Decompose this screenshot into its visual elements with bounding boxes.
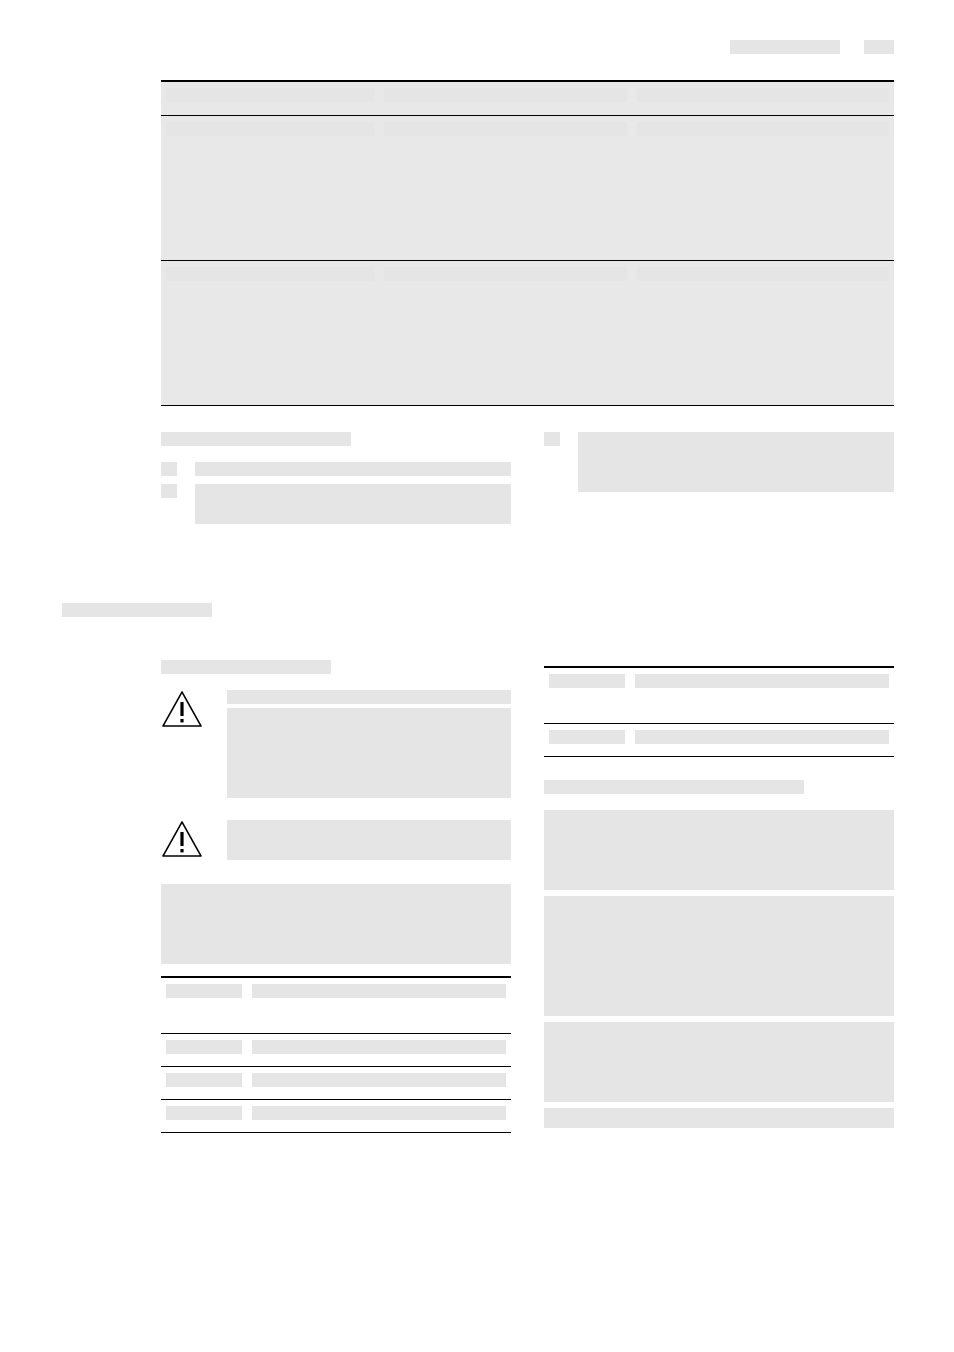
list-item (544, 432, 894, 492)
step-number (161, 462, 177, 476)
section-heading (544, 780, 804, 794)
table-cell (379, 115, 632, 260)
table-cell (161, 1033, 247, 1066)
table-cell (161, 115, 379, 260)
table-cell (247, 1033, 511, 1066)
step-number (544, 432, 560, 446)
table-cell (630, 723, 894, 756)
table-cell (247, 1099, 511, 1132)
table-header-cell (247, 977, 511, 1033)
page-header (614, 40, 894, 58)
table-cell (161, 1099, 247, 1132)
paragraph (544, 810, 894, 890)
table-cell (632, 260, 894, 405)
table-row (161, 115, 894, 260)
section-code (730, 40, 840, 54)
table-cell (247, 1066, 511, 1099)
table-header-cell (161, 81, 379, 115)
paragraph (544, 1108, 894, 1128)
step-text (578, 432, 894, 492)
door-section (161, 432, 511, 532)
table-cell (161, 1066, 247, 1099)
paragraph (544, 896, 894, 1016)
table-header-cell (630, 667, 894, 723)
warning-title (227, 690, 511, 704)
table-row (544, 723, 894, 756)
table-row (161, 1066, 511, 1099)
table-cell (632, 115, 894, 260)
page-number (864, 40, 894, 54)
warning-block (161, 690, 511, 798)
chapter-title (62, 603, 212, 617)
table-header-cell (544, 667, 630, 723)
warning-icon (161, 820, 203, 858)
table-row (161, 260, 894, 405)
intro-paragraph (161, 884, 511, 964)
table-header-cell (161, 977, 247, 1033)
list-item (161, 484, 511, 524)
warning-block (161, 820, 511, 860)
paragraph (544, 1022, 894, 1102)
section-heading (161, 660, 331, 674)
table-cell (544, 723, 630, 756)
table-header-cell (632, 81, 894, 115)
step-text (195, 484, 511, 524)
table-header-cell (379, 81, 632, 115)
location-section (161, 660, 511, 1133)
warning-icon (161, 690, 203, 728)
climate-table (161, 976, 511, 1133)
table-cell (161, 260, 379, 405)
section-heading (161, 432, 351, 446)
troubleshooting-table (161, 80, 894, 406)
warning-text (227, 708, 511, 798)
climate-table-continued (544, 666, 894, 757)
table-row (161, 1099, 511, 1132)
step-text (195, 462, 511, 476)
table-header-row (161, 81, 894, 115)
table-header-row (544, 667, 894, 723)
table-header-row (161, 977, 511, 1033)
steps-list (161, 462, 511, 524)
electrical-section (544, 780, 894, 1128)
step-number (161, 484, 177, 498)
steps-list-continued (544, 432, 894, 500)
warning-text (227, 820, 511, 860)
list-item (161, 462, 511, 476)
table-row (161, 1033, 511, 1066)
table-cell (379, 260, 632, 405)
